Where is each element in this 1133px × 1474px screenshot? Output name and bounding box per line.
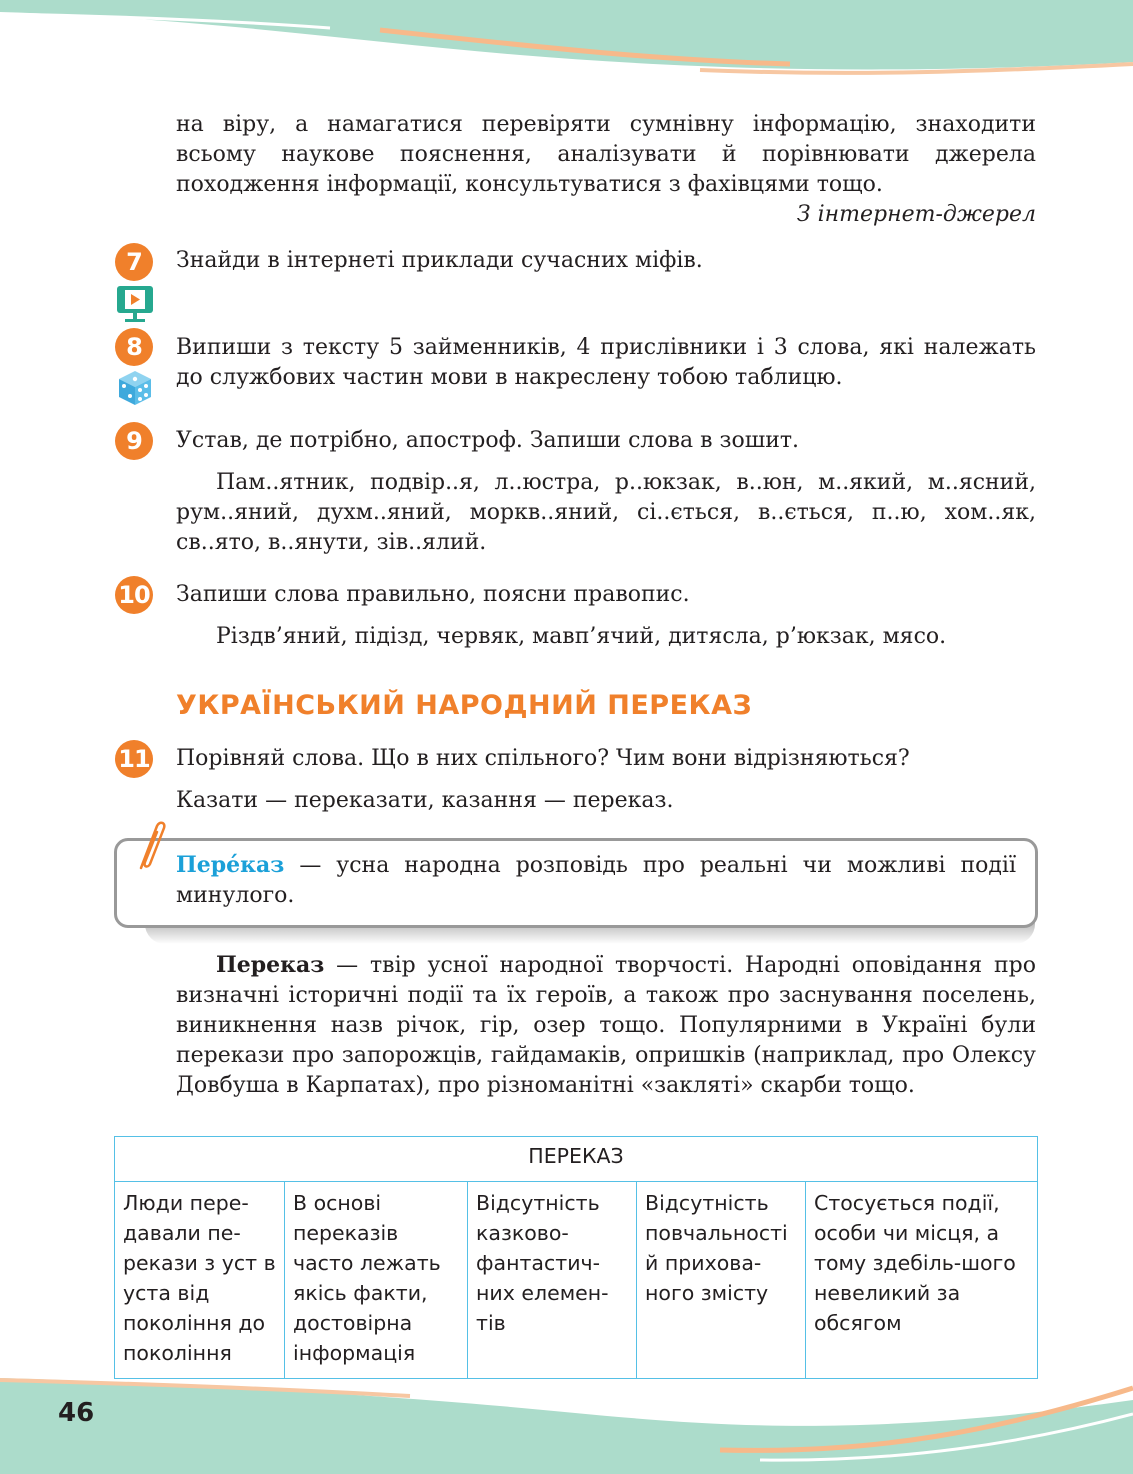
task-7-number: 7 [115, 243, 153, 281]
task-11-text: Порівняй слова. Що в них спільного? Чим вони відрізняються? [176, 746, 910, 771]
task-10-text: Запиши слова правильно, поясни правопис. [176, 582, 690, 607]
intro-source: З інтернет-джерел [796, 202, 1036, 227]
paragraph-term: Переказ [216, 952, 325, 978]
definition-term: Пере́каз [176, 852, 285, 878]
paragraph-body: — твір усної народної творчості. Народні оповідання про визначні історичні події та їх героїв, а також про заснування поселень, виникнення назв річок, гір, озер тощо. Популярними в Україні були перекази про запорожців, гайдамаків, опришків (наприклад, про Олексу Довбуша в Карпатах), про різноманітні «закляті» скарби тощо. [176, 953, 1036, 1098]
section-title: УКРАЇНСЬКИЙ НАРОДНИЙ ПЕРЕКАЗ [176, 690, 753, 721]
task-8-number: 8 [115, 328, 153, 366]
task-7-text: Знайди в інтернеті приклади сучасних міфів. [176, 248, 703, 273]
page-number: 46 [58, 1398, 95, 1428]
table-cell: В основі переказів часто лежать якісь факти, достовірна інформація [285, 1182, 468, 1379]
task-9-words: Пам..ятник, подвір..я, л..юстра, р..юкзак, в..юн, м..який, м..ясний, рум..яний, духм..яний, моркв..яний, сі..ється, в..ється, п..ю, хом..як, св..ято, в..янути, зів..ялий. [176, 470, 1036, 555]
dice-icon [115, 368, 155, 408]
task-10-number: 10 [115, 576, 153, 614]
table-cell: Відсутність казково-фантастич-них елемен-тів [468, 1182, 637, 1379]
main-paragraph [176, 950, 1036, 1101]
task-9-number: 9 [115, 422, 153, 460]
task-9-text: Устав, де потрібно, апостроф. Запиши слова в зошит. [176, 428, 800, 453]
task-11-number: 11 [115, 740, 153, 778]
table-row [115, 1182, 1038, 1379]
definition-text [176, 850, 1016, 911]
intro-paragraph: на віру, а намагатися перевіряти сумнівну інформацію, знаходити всьому наукове пояснення, аналізувати й порівнювати джерела походження інформації, консультуватися з фахівцями тощо. [176, 112, 1036, 197]
task-8-text: Випиши з тексту 5 займенників, 4 прислівники і 3 слова, які належать до службових частин мови в накреслену тобою таблицю. [176, 335, 1036, 390]
table-header: ПЕРЕКАЗ [115, 1137, 1038, 1182]
task-10-words: Різдв’яний, підізд, червяк, мавп’ячий, дитясла, р’юкзак, мясо. [216, 624, 947, 649]
video-screen-icon [115, 284, 155, 324]
top-wave-decoration [0, 0, 1133, 90]
task-11-words: Казати — переказати, казання — переказ. [176, 788, 674, 813]
table-cell: Стосується події, особи чи місця, а тому здебіль-шого невеликий за обсягом [806, 1182, 1038, 1379]
table-cell: Люди пере-давали пе-рекази з уст в уста від покоління до покоління [115, 1182, 285, 1379]
bottom-wave-decoration [0, 1370, 1133, 1474]
perekaz-table [114, 1136, 1038, 1379]
paperclip-icon [133, 818, 169, 874]
definition-body: — усна народна розповідь про реальні чи можливі події минулого. [176, 853, 1016, 908]
table-cell: Відсутність повчальності й прихова-ного змісту [637, 1182, 806, 1379]
